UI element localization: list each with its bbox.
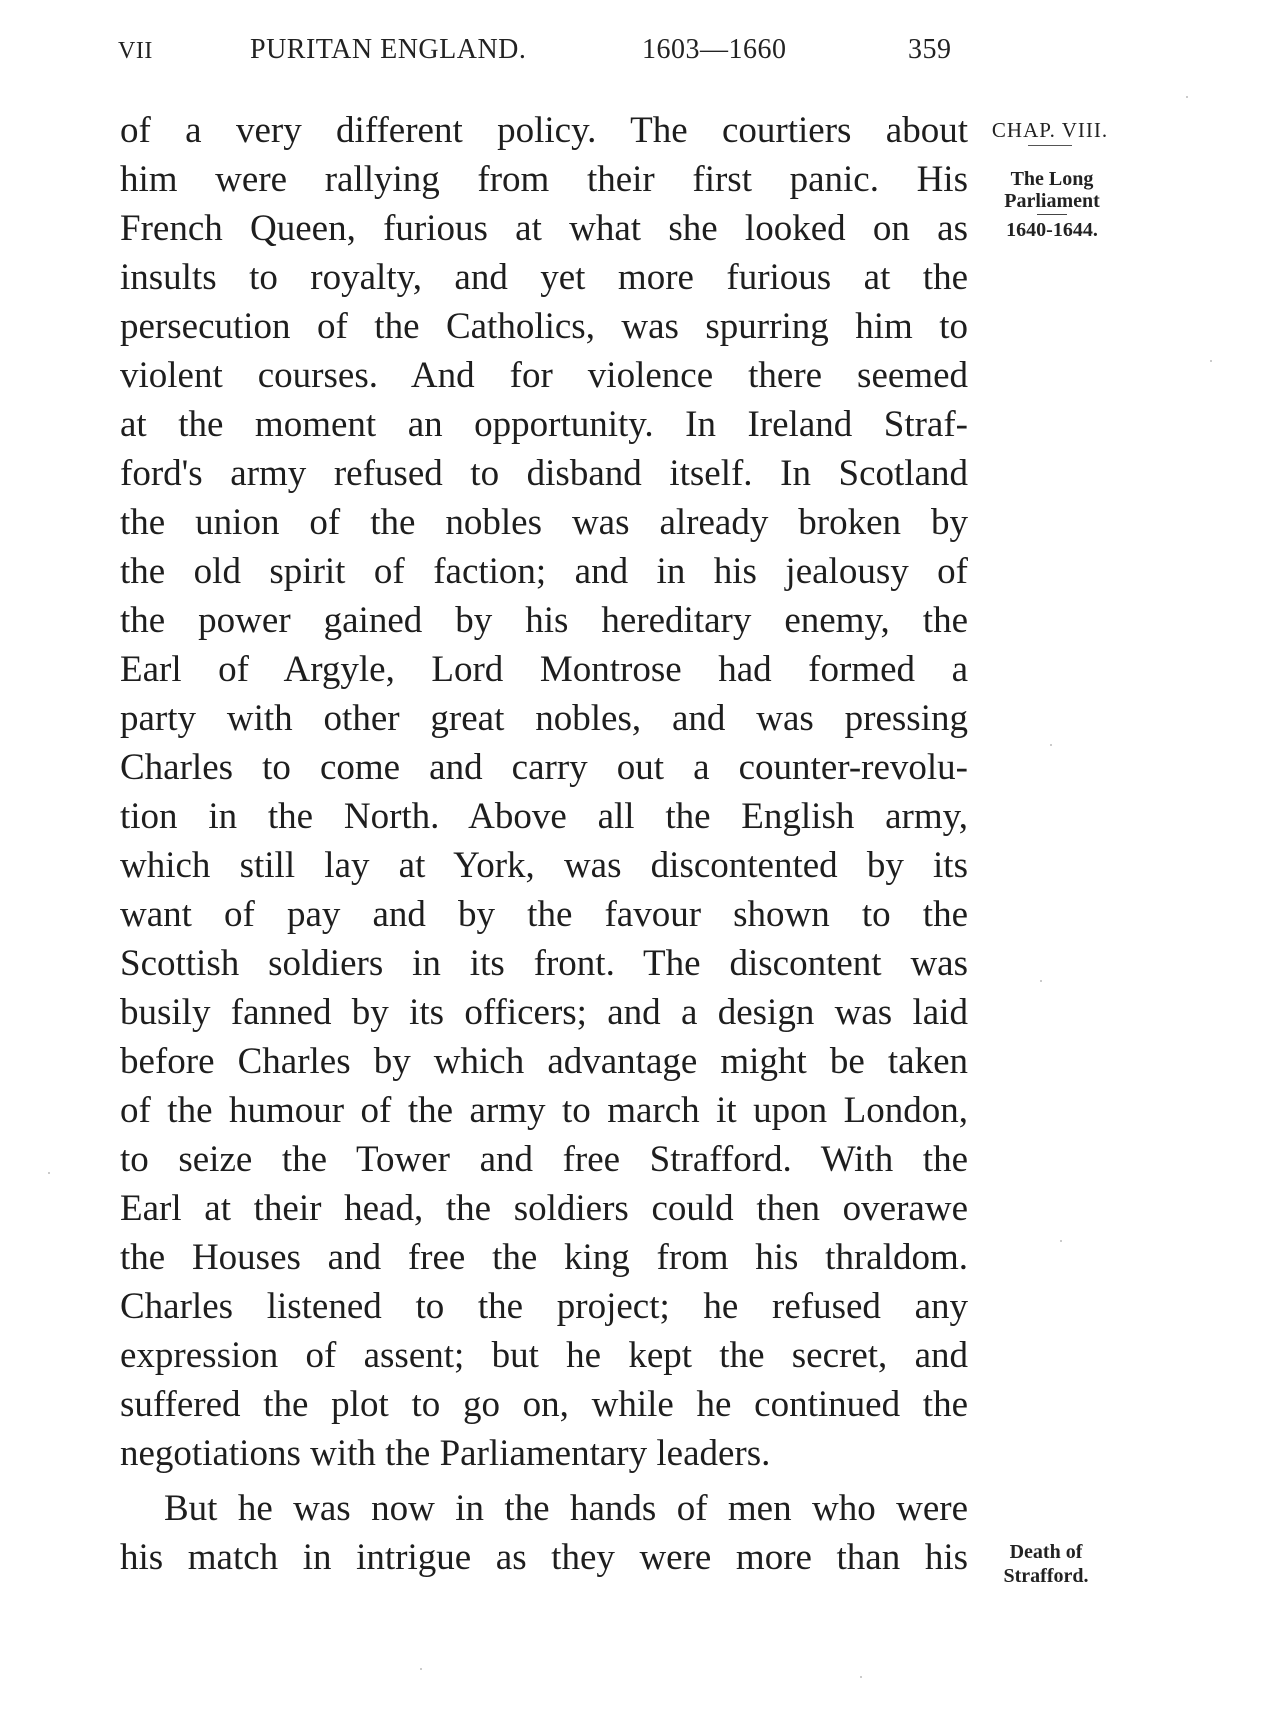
- chapter-roman-numeral: VII: [118, 38, 153, 64]
- text-line: before Charles by which advantage might be taken: [120, 1041, 968, 1082]
- text-line: the power gained by his hereditary enemy, the: [120, 600, 968, 641]
- text-line: the union of the nobles was already broken by: [120, 502, 968, 543]
- text-line: Scottish soldiers in its front. The discontent was: [120, 943, 968, 984]
- scan-speck: [1186, 96, 1188, 98]
- text-line: expression of assent; but he kept the secret, and: [120, 1335, 968, 1376]
- chapter-label: CHAP. VIII.: [991, 118, 1109, 142]
- scan-speck: [1040, 980, 1042, 982]
- text-line: But he was now in the hands of men who were: [164, 1488, 968, 1529]
- scan-speck: [1060, 1240, 1062, 1242]
- text-line: Earl at their head, the soldiers could then overawe: [120, 1188, 968, 1229]
- text-line: negotiations with the Parliamentary leaders.: [120, 1433, 771, 1474]
- text-line: which still lay at York, was discontented by its: [120, 845, 968, 886]
- death-note-line-2: Strafford.: [1003, 1565, 1089, 1587]
- text-line: suffered the plot to go on, while he continued the: [120, 1384, 968, 1425]
- death-note-line-1: Death of: [1009, 1541, 1083, 1563]
- scan-speck: [420, 1668, 422, 1670]
- text-line: the old spirit of faction; and in his jealousy of: [120, 551, 968, 592]
- text-line: of the humour of the army to march it upon London,: [120, 1090, 968, 1131]
- text-line: persecution of the Catholics, was spurring him to: [120, 306, 968, 347]
- text-line: Charles listened to the project; he refused any: [120, 1286, 968, 1327]
- margin-death-note: [980, 1540, 1112, 1588]
- scan-speck: [860, 1676, 862, 1678]
- text-line: him were rallying from their first panic. His: [120, 159, 968, 200]
- text-line: party with other great nobles, and was pressing: [120, 698, 968, 739]
- running-header: [118, 34, 958, 74]
- scan-speck: [1050, 744, 1052, 746]
- section-dates: 1640-1644.: [1006, 219, 1098, 241]
- body-text: [120, 106, 968, 1582]
- scan-speck: [48, 1172, 50, 1174]
- book-title: PURITAN ENGLAND.: [250, 34, 527, 65]
- section-rule: [1037, 214, 1067, 215]
- text-line: ford's army refused to disband itself. In Scotland: [120, 453, 968, 494]
- text-line: the Houses and free the king from his thraldom.: [120, 1237, 968, 1278]
- text-line: busily fanned by its officers; and a design was laid: [120, 992, 968, 1033]
- text-line: Charles to come and carry out a counter-revolu-: [120, 747, 968, 788]
- text-line: French Queen, furious at what she looked on as: [120, 208, 968, 249]
- chapter-rule: [1028, 145, 1072, 146]
- margin-chapter-note: [970, 118, 1130, 146]
- page-number: 359: [908, 34, 952, 65]
- text-line: tion in the North. Above all the English army,: [120, 796, 968, 837]
- section-title-line-2: Parliament: [1004, 190, 1100, 212]
- text-line: insults to royalty, and yet more furious at the: [120, 257, 968, 298]
- text-line: at the moment an opportunity. In Ireland Straf-: [120, 404, 968, 445]
- text-line: to seize the Tower and free Strafford. With the: [120, 1139, 968, 1180]
- text-line: his match in intrigue as they were more than his: [120, 1537, 968, 1578]
- scan-speck: [1210, 360, 1212, 362]
- text-line: Earl of Argyle, Lord Montrose had formed a: [120, 649, 968, 690]
- text-line: violent courses. And for violence there seemed: [120, 355, 968, 396]
- text-line: of a very different policy. The courtiers about: [120, 110, 968, 151]
- section-title-line-1: The Long: [1010, 168, 1094, 190]
- margin-section-note: [974, 168, 1130, 241]
- title-years: 1603—1660: [642, 34, 787, 65]
- text-line: want of pay and by the favour shown to the: [120, 894, 968, 935]
